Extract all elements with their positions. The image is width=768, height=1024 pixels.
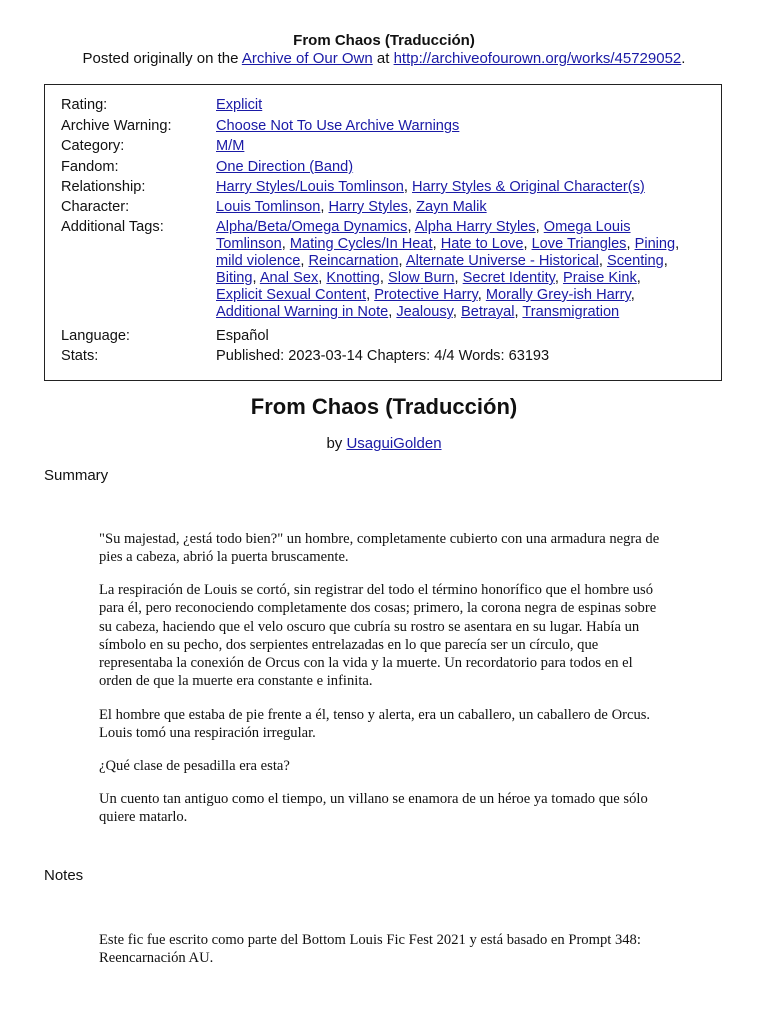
tag-link[interactable]: Alternate Universe - Historical bbox=[405, 253, 599, 269]
notes-heading: Notes bbox=[44, 867, 84, 884]
tags-label: Additional Tags: bbox=[61, 219, 164, 235]
character-link[interactable]: Harry Styles bbox=[328, 199, 408, 215]
summary-paragraph: "Su majestad, ¿está todo bien?" un hombre, completamente cubierto con una armadura negra de pies a cabeza, abrió la puerta bruscamente. bbox=[99, 531, 660, 566]
tag-link[interactable]: Knotting bbox=[326, 270, 380, 286]
at-word: at bbox=[376, 50, 390, 67]
tag-link[interactable]: Jealousy bbox=[396, 304, 453, 320]
tag-link[interactable]: Morally Grey-ish Harry bbox=[485, 287, 631, 303]
tag-line: Biting, Anal Sex, Knotting, Slow Burn, Secret Identity, Praise Kink, bbox=[216, 270, 641, 286]
posted-period: . bbox=[681, 50, 686, 67]
stats-label: Stats: bbox=[61, 348, 99, 364]
tag-link[interactable]: Pining bbox=[634, 236, 676, 252]
tag-line: Alpha/Beta/Omega Dynamics, Alpha Harry Styles, Omega Louis bbox=[216, 219, 631, 235]
byline bbox=[0, 435, 768, 452]
fandom-label: Fandom: bbox=[61, 159, 119, 175]
tag-link[interactable]: Transmigration bbox=[522, 304, 620, 320]
tag-link[interactable]: Anal Sex bbox=[259, 270, 319, 286]
language-label: Language: bbox=[61, 328, 130, 344]
character-label: Character: bbox=[61, 199, 130, 215]
category-label: Category: bbox=[61, 138, 125, 154]
tag-link[interactable]: Mating Cycles/In Heat bbox=[289, 236, 433, 252]
tag-link[interactable]: Reincarnation bbox=[308, 253, 399, 269]
tag-link[interactable]: Tomlinson bbox=[216, 236, 282, 252]
character-link[interactable]: Louis Tomlinson bbox=[216, 199, 321, 215]
category-link[interactable]: M/M bbox=[216, 138, 245, 154]
tag-list bbox=[216, 219, 711, 321]
tag-link[interactable]: Praise Kink bbox=[562, 270, 637, 286]
tag-line: Tomlinson, Mating Cycles/In Heat, Hate to Love, Love Triangles, Pining, bbox=[216, 236, 680, 252]
document-header-title: From Chaos (Traducción) bbox=[293, 32, 475, 49]
tag-link[interactable]: Scenting bbox=[606, 253, 664, 269]
tag-link[interactable]: Omega Louis bbox=[543, 219, 631, 235]
tag-link[interactable]: Alpha/Beta/Omega Dynamics bbox=[216, 219, 408, 235]
posted-originally-line bbox=[0, 50, 768, 67]
rating-label: Rating: bbox=[61, 97, 108, 113]
tag-line: Additional Warning in Note, Jealousy, Betrayal, Transmigration bbox=[216, 304, 620, 320]
archive-link[interactable]: Archive of Our Own bbox=[241, 50, 373, 67]
summary-heading: Summary bbox=[44, 467, 109, 484]
tag-link[interactable]: Additional Warning in Note bbox=[216, 304, 389, 320]
tag-line: Explicit Sexual Content, Protective Harry, Morally Grey-ish Harry, bbox=[216, 287, 635, 303]
relationship-label: Relationship: bbox=[61, 179, 146, 195]
tag-link[interactable]: Hate to Love bbox=[440, 236, 524, 252]
rating-link[interactable]: Explicit bbox=[216, 97, 263, 113]
language-value: Español bbox=[216, 328, 269, 344]
work-title: From Chaos (Traducción) bbox=[250, 394, 518, 419]
character-link[interactable]: Zayn Malik bbox=[416, 199, 487, 215]
tag-link[interactable]: Love Triangles bbox=[531, 236, 627, 252]
relationship-list: Harry Styles/Louis Tomlinson, Harry Styles & Original Character(s) bbox=[216, 179, 645, 195]
stats-value: Published: 2023-03-14 Chapters: 4/4 Words: 63193 bbox=[216, 348, 550, 364]
tag-line: mild violence, Reincarnation, Alternate Universe - Historical, Scenting, bbox=[216, 253, 668, 269]
warning-label: Archive Warning: bbox=[61, 118, 172, 134]
work-metadata-box bbox=[44, 84, 722, 381]
work-url-link[interactable]: http://archiveofourown.org/works/45729052 bbox=[393, 50, 682, 67]
fandom-link[interactable]: One Direction (Band) bbox=[216, 159, 354, 175]
summary-paragraph: ¿Qué clase de pesadilla era esta? bbox=[99, 758, 290, 774]
summary-paragraph: Un cuento tan antiguo como el tiempo, un villano se enamora de un héroe ya tomado que sólo quiere matarlo. bbox=[99, 791, 648, 826]
tag-link[interactable]: Betrayal bbox=[460, 304, 515, 320]
author-link[interactable]: UsaguiGolden bbox=[346, 435, 442, 452]
summary-paragraph: El hombre que estaba de pie frente a él, tenso y alerta, era un caballero, un caballero de Orcus. Louis tomó una respiración irregular. bbox=[99, 707, 651, 742]
summary-paragraph: La respiración de Louis se cortó, sin registrar del todo el término honorífico que el hombre usó para él, pero reconociendo completamente dos cosas; primero, la corona negra de espinas sobre su cabeza, haciendo que el velo oscuro que cubría su rostro se asentara en su lugar. Había un símbolo en su pecho, dos serpientes entrelazadas en lo que parecía ser un círculo, que representaba la conexión de Orcus con la vida y la muerte. Un recordatorio para todos en el orden de que la muerte era constante e infinita. bbox=[99, 582, 657, 690]
character-list: Louis Tomlinson, Harry Styles, Zayn Malik bbox=[216, 199, 487, 215]
tag-link[interactable]: Secret Identity bbox=[462, 270, 555, 286]
tag-link[interactable]: Explicit Sexual Content bbox=[216, 287, 367, 303]
tag-link[interactable]: mild violence bbox=[216, 253, 301, 269]
tag-link[interactable]: Biting bbox=[216, 270, 253, 286]
posted-prefix: Posted originally on the bbox=[82, 50, 239, 67]
by-word: by bbox=[326, 435, 343, 452]
relationship-link[interactable]: Harry Styles/Louis Tomlinson bbox=[216, 179, 404, 195]
tag-link[interactable]: Slow Burn bbox=[388, 270, 455, 286]
notes-paragraph: Este fic fue escrito como parte del Bottom Louis Fic Fest 2021 y está basado en Prompt 348: Reencarnación AU. bbox=[99, 932, 641, 967]
relationship-link[interactable]: Harry Styles & Original Character(s) bbox=[412, 179, 645, 195]
tag-link[interactable]: Protective Harry bbox=[374, 287, 478, 303]
warning-link[interactable]: Choose Not To Use Archive Warnings bbox=[216, 118, 460, 134]
tag-link[interactable]: Alpha Harry Styles bbox=[414, 219, 536, 235]
